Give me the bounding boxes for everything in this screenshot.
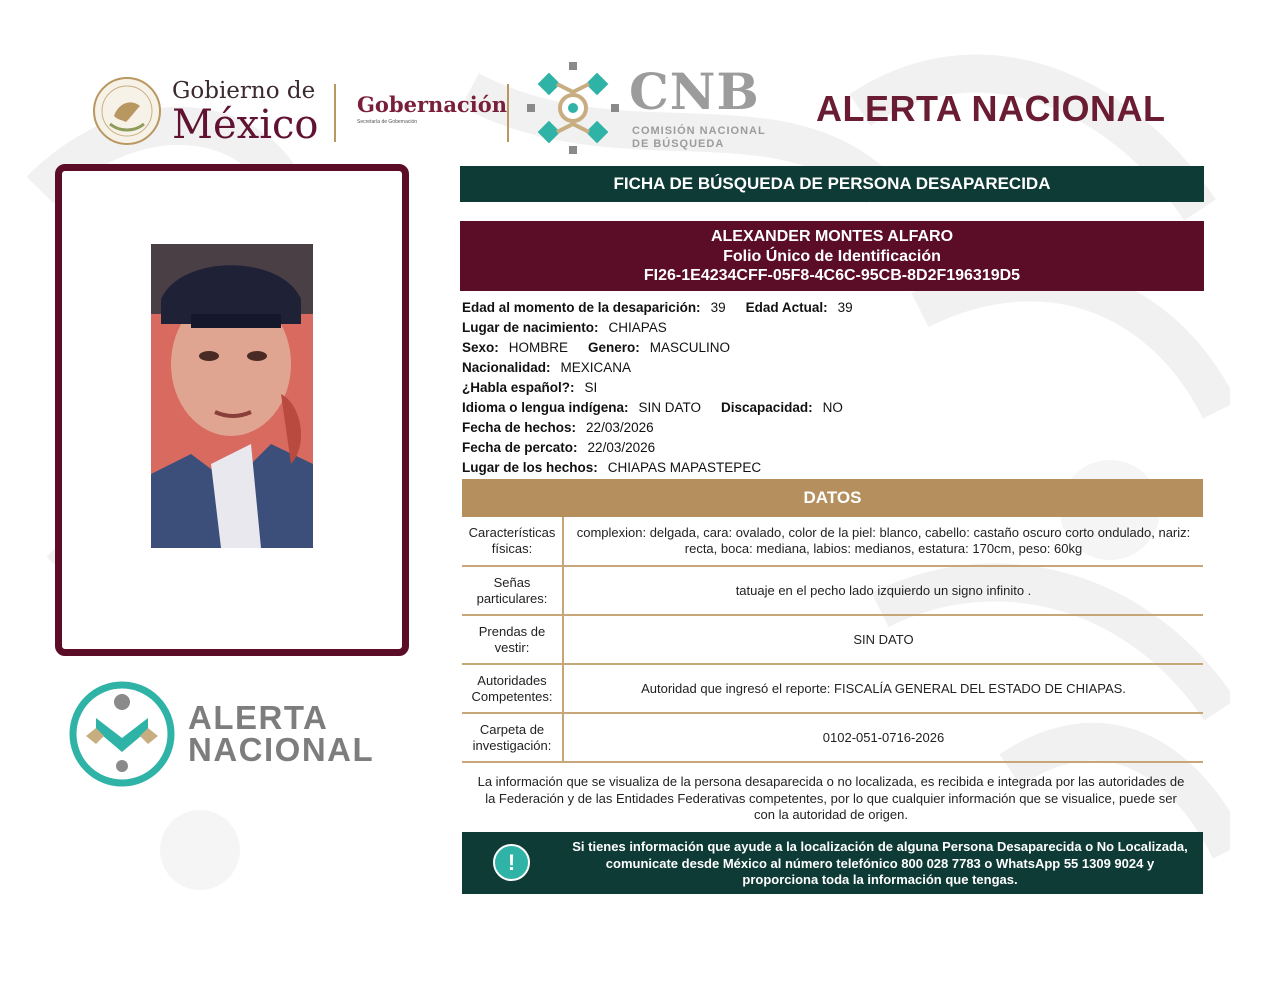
contact-bar — [462, 832, 1203, 894]
person-header — [460, 221, 1204, 291]
ficha-title: FICHA DE BÚSQUEDA DE PERSONA DESAPARECIDA — [460, 166, 1204, 202]
discapacidad-label: Discapacidad: — [721, 400, 813, 415]
sexo-value: HOMBRE — [508, 340, 569, 355]
person-photo — [151, 244, 313, 548]
datos-key: Carpeta de investigación: — [462, 713, 563, 762]
alerta-logo-line2: NACIONAL — [188, 731, 375, 768]
fecha-hechos-value: 22/03/2026 — [586, 420, 654, 435]
contact-line: comunicate desde México al número telefónico 800 028 7783 o WhatsApp 55 1309 9024 y — [605, 855, 1155, 871]
genero-label: Genero: — [588, 340, 640, 355]
habla-espanol-value: SI — [584, 380, 598, 395]
datos-value: 0102-051-0716-2026 — [563, 713, 1203, 762]
table-row — [462, 615, 1203, 664]
disclaimer-line: La información que se visualiza de la persona desaparecida o no localizada, es recibida e integrada por las autoridades de — [477, 774, 1185, 789]
alerta-nacional-logo — [68, 680, 398, 790]
datos-value: complexion: delgada, cara: ovalado, color de la piel: blanco, cabello: castaño oscuro corto ondulado, nariz: recta, boca: mediana, labios: medianos, estatura: 170cm, peso: 60kg — [563, 517, 1203, 566]
lugar-nacimiento-value: CHIAPAS — [608, 320, 667, 335]
lugar-hechos-label: Lugar de los hechos: — [462, 460, 598, 475]
folio-value: FI26-1E4234CFF-05F8-4C6C-95CB-8D2F196319D5 — [643, 267, 1021, 284]
person-info — [462, 298, 873, 478]
datos-value: tatuaje en el pecho lado izquierdo un signo infinito . — [563, 566, 1203, 615]
alerta-logo-line1: ALERTA — [188, 699, 329, 736]
fecha-percato-label: Fecha de percato: — [462, 440, 578, 455]
fecha-hechos-label: Fecha de hechos: — [462, 420, 577, 435]
alerta-nacional-mark-icon — [68, 680, 176, 788]
datos-key: Autoridades Competentes: — [462, 664, 563, 713]
lugar-hechos-value: CHIAPAS MAPASTEPEC — [607, 460, 762, 475]
idioma-label: Idioma o lengua indígena: — [462, 400, 629, 415]
datos-value: Autoridad que ingresó el reporte: FISCALÍA GENERAL DEL ESTADO DE CHIAPAS. — [563, 664, 1203, 713]
gob-line2: México — [172, 102, 319, 148]
edad-desaparicion-label: Edad al momento de la desaparición: — [462, 300, 701, 315]
datos-value: SIN DATO — [563, 615, 1203, 664]
gobierno-mexico-logo — [92, 72, 317, 148]
datos-title: DATOS — [462, 479, 1203, 517]
cnb-subtitle-line2: DE BÚSQUEDA — [632, 138, 725, 150]
divider — [507, 84, 509, 142]
edad-desaparicion-value: 39 — [710, 300, 726, 315]
table-row — [462, 517, 1203, 566]
edad-actual-value: 39 — [837, 300, 853, 315]
datos-table — [462, 517, 1203, 763]
photo-frame — [55, 164, 409, 656]
gob-line1: Gobierno de — [172, 78, 316, 104]
habla-espanol-label: ¿Habla español?: — [462, 380, 575, 395]
disclaimer-line: la Federación y de las Entidades Federativas competentes, por lo que cualquier información que se visualice, puede ser — [485, 790, 1177, 806]
exclamation-icon: ! — [493, 844, 530, 881]
contact-line: proporciona toda la información que tengas. — [742, 872, 1018, 887]
nacionalidad-value: MEXICANA — [560, 360, 632, 375]
national-seal-icon — [92, 76, 162, 146]
gobernacion-logo — [357, 92, 507, 125]
person-name: ALEXANDER MONTES ALFARO — [710, 228, 954, 245]
discapacidad-value: NO — [822, 400, 843, 415]
folio-label: Folio Único de Identificación — [723, 247, 941, 265]
table-row — [462, 713, 1203, 762]
idioma-value: SIN DATO — [638, 400, 702, 415]
cnb-letters: CNB — [629, 62, 760, 121]
cnb-subtitle-line1: COMISIÓN NACIONAL — [632, 125, 766, 137]
alert-title: ALERTA NACIONAL — [816, 88, 1166, 129]
datos-key: Características físicas: — [462, 517, 563, 566]
datos-key: Prendas de vestir: — [462, 615, 563, 664]
table-row — [462, 566, 1203, 615]
sexo-label: Sexo: — [462, 340, 499, 355]
gobernacion-subtext: Secretaría de Gobernación — [357, 119, 418, 125]
table-row — [462, 664, 1203, 713]
contact-line: Si tienes información que ayude a la localización de alguna Persona Desaparecida o No Localizada, — [572, 839, 1188, 854]
gobernacion-text: Gobernación — [357, 92, 507, 117]
divider — [334, 84, 336, 142]
lugar-nacimiento-label: Lugar de nacimiento: — [462, 320, 599, 335]
genero-value: MASCULINO — [649, 340, 731, 355]
datos-key: Señas particulares: — [462, 566, 563, 615]
cnb-mark-icon — [527, 62, 619, 154]
disclaimer — [466, 774, 1196, 824]
disclaimer-line: con la autoridad de origen. — [754, 807, 908, 822]
nacionalidad-label: Nacionalidad: — [462, 360, 551, 375]
fecha-percato-value: 22/03/2026 — [587, 440, 656, 455]
cnb-logo — [527, 62, 767, 157]
edad-actual-label: Edad Actual: — [745, 300, 828, 315]
